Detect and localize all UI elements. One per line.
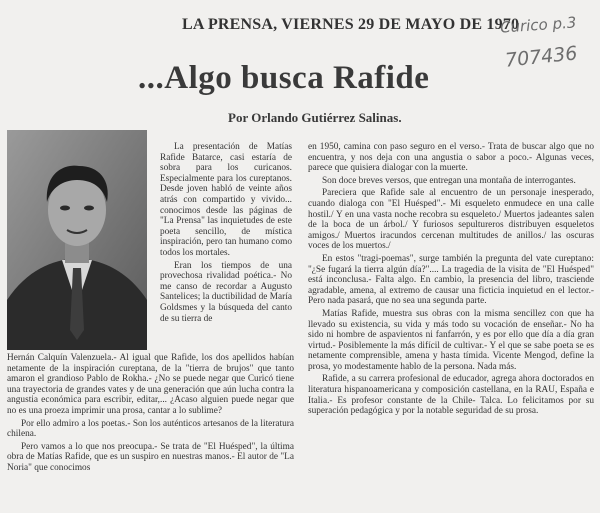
photo-eye-right — [84, 206, 94, 211]
paragraph: Pareciera que Rafide sale al encuentro de un personaje inesperado, cuando dialoga con "El Huésped".- Mi esqueleto enmudece en una calle hostil./ Y en una vasta noche recobra su esqueleto./ Muertos jadeantes salen de la boca de un árbol./ Y furiosos sepultureros distribuyen esqueletos amigos./ Muertos iracundos cercenan multitudes de anillos./ las oscuras voces de los muertos./ — [308, 188, 594, 252]
handwritten-number: 707436 — [504, 42, 579, 72]
paragraph: Eran los tiempos de una provechosa rivalidad poética.- No me canso de recordar a Augusto Santelices; la ductibilidad de María Goldsmes y la búsqueda del canto de su tierra de — [160, 260, 292, 324]
photo-eye-left — [60, 206, 70, 211]
paragraph: Matías Rafide, muestra sus obras con la misma sencillez con que ha llevado su existencia, su vida y más todo su vocación de enseñar.- No ha sido ni hombre de aspavientos ni fanfarrón, y es por ello que día a día gran virtud.- Posiblemente la más difícil de cultivar.- Y el que se sabe poeta se es netamente comprensible, amena y hasta tímida. Vicente Mengod, define la prosa, yo modestamente hablo de la persona. Nada más. — [308, 308, 594, 372]
column-2 — [308, 142, 594, 419]
article-byline: Por Orlando Gutiérrez Salinas. — [228, 110, 402, 125]
paragraph: Son doce breves versos, que entregan una montaña de interrogantes. — [322, 175, 576, 186]
column-1-bottom — [7, 353, 294, 476]
column-1-top — [160, 142, 292, 326]
paragraph: Pero vamos a lo que nos preocupa.- Se trata de "El Huésped", la última obra de Matías Rafide, que es un suspiro en nuestras manos.- El autor de "La Noria" que conocimos — [7, 441, 294, 473]
paragraph: Por ello admiro a los poetas.- Son los auténticos artesanos de la literatura chilena. — [7, 418, 294, 440]
masthead: LA PRENSA, VIERNES 29 DE MAYO DE 1970 — [182, 16, 520, 33]
paragraph: La presentación de Matías Rafide Batarce, casi estaría de sobra para los curicanos. Especialmente para los cureptanos. Desde joven habló de veinte años atrás con compartido y vivido... conocimos desde las páginas de "La Prensa" las inquietudes de este poeta sencillo, de mística inspiración, pero tan humano como todos los mortales. — [160, 142, 292, 258]
paragraph: En estos "tragi-poemas", surge también la pregunta del vate cureptano: "¿Se fugará la tierra algún día?".... La tragedia de la visita de "El Huésped" está inconclusa.- Falta algo. En cambio, la presencia del libro, trasciende agradable, amena, al extremo de causar una ficticia inquietud en el lector.- Pero nada pasará, que no sea una segunda parte. — [308, 253, 594, 307]
paragraph: Hernán Calquín Valenzuela.- Al igual que Rafide, los dos apellidos habían netamente de la inspiración cureptana, de la "tierra de brujos" que tanto amaron el grandioso Pablo de Rokha.- ¿No se puede negar que Curicó tiene una trayectoria de grandes vates y de una generación que aún lucha contra la angustia económica para escribir, editar,... ¿Acaso alguien puede negar que no es una proeza imprimir una prosa, cantar a lo sublime? — [7, 353, 294, 416]
article-title: ...Algo busca Rafide — [138, 60, 430, 96]
handwritten-note: Curico p.3 — [499, 13, 577, 37]
paragraph: Rafide, a su carrera profesional de educador, agrega ahora doctorados en literatura hispanoamericana y composición castellana, en la RAU, España e Italia.- Es profesor constante de la Chile- Talca. Lo felicitamos por su superación pedagógica y por la notable seguridad de su prosa. — [308, 374, 594, 417]
author-photo — [7, 130, 147, 350]
paragraph: en 1950, camina con paso seguro en el verso.- Trata de buscar algo que no encuentra, y nos deja con una angustia o sabor a poco.- Algunas veces, parece que quisiera dialogar con la muerte. — [308, 142, 594, 174]
